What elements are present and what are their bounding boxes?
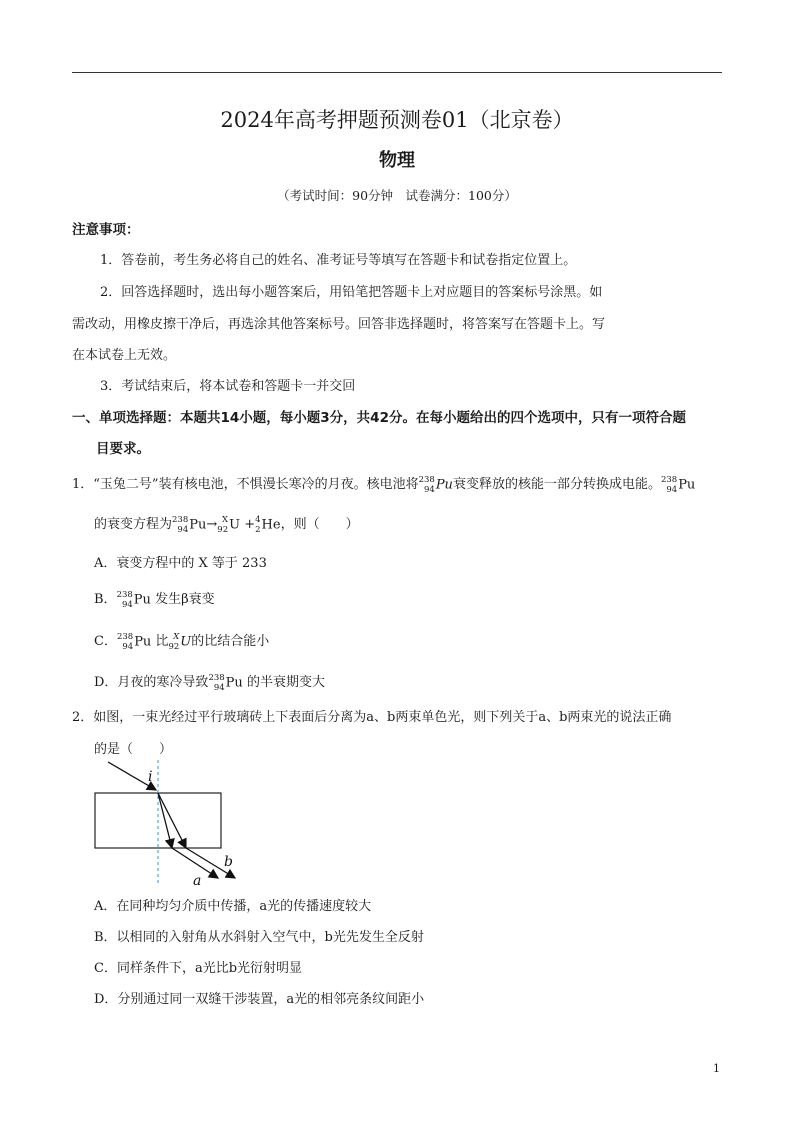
pu-atomic-number: 94 <box>423 484 435 495</box>
pu-mass-number: 238 <box>418 474 435 485</box>
pu-nuclide <box>208 673 242 693</box>
q2-option-c: C．同样条件下，a光比b光衍射明显 <box>94 961 303 976</box>
pu-mass-number: 238 <box>660 474 678 485</box>
pu-atomic-number: 94 <box>213 682 225 693</box>
section-1-heading-line-1: 一、单项选择题：本题共14小题，每小题3分，共42分。在每小题给出的四个选项中，只有一项符合题 <box>72 410 686 426</box>
pu-symbol: Pu <box>189 517 207 532</box>
notice-item-2-line-2: 需改动，用橡皮擦干净后，再选涂其他答案标号。回答非选择题时，将答案写在答题卡上。写 <box>72 317 606 332</box>
q1-line-2-text: 的衰变方程为 <box>94 517 173 532</box>
pu-mass-number: 238 <box>172 514 189 525</box>
q1-option-b-label: B． <box>94 592 117 607</box>
notice-item-2-line-1: 2．回答选择题时，选出每小题答案后，用铅笔把答题卡上对应题目的答案标号涂黑。如 <box>100 285 603 300</box>
q1-option-c-mid: 比 <box>155 634 169 649</box>
u-symbol: U <box>180 634 192 649</box>
q1-option-a: A．衰变方程中的 X 等于 233 <box>94 556 267 571</box>
label-b: b <box>224 854 233 870</box>
u-mass-number: X <box>222 514 229 525</box>
u-nuclide <box>217 515 240 535</box>
pu-symbol: Pu <box>225 675 243 690</box>
pu-nuclide <box>661 475 695 495</box>
q1-line-2 <box>94 513 359 535</box>
q1-line-1-text-b: 衰变释放的核能一部分转换成电能。 <box>452 477 661 492</box>
q2-option-a: A．在同种均匀介质中传播，a光的传播速度较大 <box>94 899 372 914</box>
q1-option-c-end: 的比结合能小 <box>191 634 270 649</box>
q2-option-d: D．分别通过同一双缝干涉装置，a光的相邻亮条纹间距小 <box>94 992 425 1007</box>
q1-line-1 <box>72 473 695 495</box>
q1-option-b-text: 发生β衰变 <box>155 592 215 607</box>
q2-line-2: 的是（ ） <box>94 742 173 757</box>
pu-atomic-number: 94 <box>666 484 678 495</box>
notice-heading: 注意事项： <box>72 222 140 238</box>
reaction-arrow: → <box>206 517 218 532</box>
q1-option-d-end: 的半衰期变大 <box>246 675 325 690</box>
section-1-heading-line-2: 目要求。 <box>96 441 150 457</box>
q2-line-1: 2．如图，一束光经过平行玻璃砖上下表面后分离为a、b两束单色光，则下列关于a、b两束光的说法正确 <box>72 710 672 725</box>
exam-info: （考试时间：90分钟 试卷满分：100分） <box>277 188 517 203</box>
pu-atomic-number: 94 <box>177 524 189 535</box>
pu-mass-number: 238 <box>116 589 133 600</box>
q1-line-1-text-a: 1．“玉兔二号”装有核电池，不惧漫长寒冷的月夜。核电池将 <box>72 477 419 492</box>
plus-sign: + <box>244 517 256 532</box>
q2-option-b: B．以相同的入射角从水斜射入空气中，b光先发生全反射 <box>94 930 424 945</box>
u-mass-number: X <box>173 631 180 642</box>
he-mass-number: 4 <box>255 514 261 525</box>
pu-mass-number: 238 <box>116 631 134 642</box>
pu-symbol: Pu <box>435 477 453 492</box>
refracted-ray-b <box>158 793 186 848</box>
pu-nuclide <box>117 632 151 652</box>
label-a: a <box>193 873 202 889</box>
q1-option-b <box>94 588 215 610</box>
page-title: 2024年高考押题预测卷01（北京卷） <box>220 108 574 132</box>
pu-atomic-number: 94 <box>122 641 134 652</box>
subject-title: 物理 <box>379 150 415 171</box>
pu-nuclide <box>419 475 453 495</box>
q1-option-c <box>94 630 269 652</box>
notice-item-3: 3．考试结束后，将本试卷和答题卡一并交回 <box>100 379 356 394</box>
header-rule <box>72 72 722 73</box>
q1-option-d <box>94 671 325 693</box>
pu-nuclide <box>172 515 206 535</box>
page-number: 1 <box>713 1062 720 1075</box>
pu-symbol: Pu <box>133 592 151 607</box>
pu-mass-number: 238 <box>208 672 225 683</box>
q1-option-c-label: C． <box>94 634 117 649</box>
refracted-ray-a <box>158 793 172 848</box>
u-atomic-number: 92 <box>168 641 180 652</box>
pu-atomic-number: 94 <box>121 599 133 610</box>
q1-line-2-end: ，则（ ） <box>280 517 359 532</box>
u-atomic-number: 92 <box>217 524 229 535</box>
pu-symbol: Pu <box>678 477 696 492</box>
he-symbol: He <box>261 517 281 532</box>
q1-option-d-label: D．月夜的寒冷导致 <box>94 675 209 690</box>
notice-item-2-line-3: 在本试卷上无效。 <box>72 348 177 363</box>
notice-item-1: 1．答卷前，考生务必将自己的姓名、准考证号等填写在答题卡和试卷指定位置上。 <box>100 253 577 268</box>
pu-symbol: Pu <box>134 634 152 649</box>
he-atomic-number: 2 <box>255 524 261 535</box>
glass-block-figure <box>90 760 250 890</box>
u-symbol: U <box>229 517 241 532</box>
u-nuclide <box>168 632 191 652</box>
he-nuclide <box>255 515 280 535</box>
pu-nuclide <box>117 590 151 610</box>
label-i: i <box>148 769 153 785</box>
